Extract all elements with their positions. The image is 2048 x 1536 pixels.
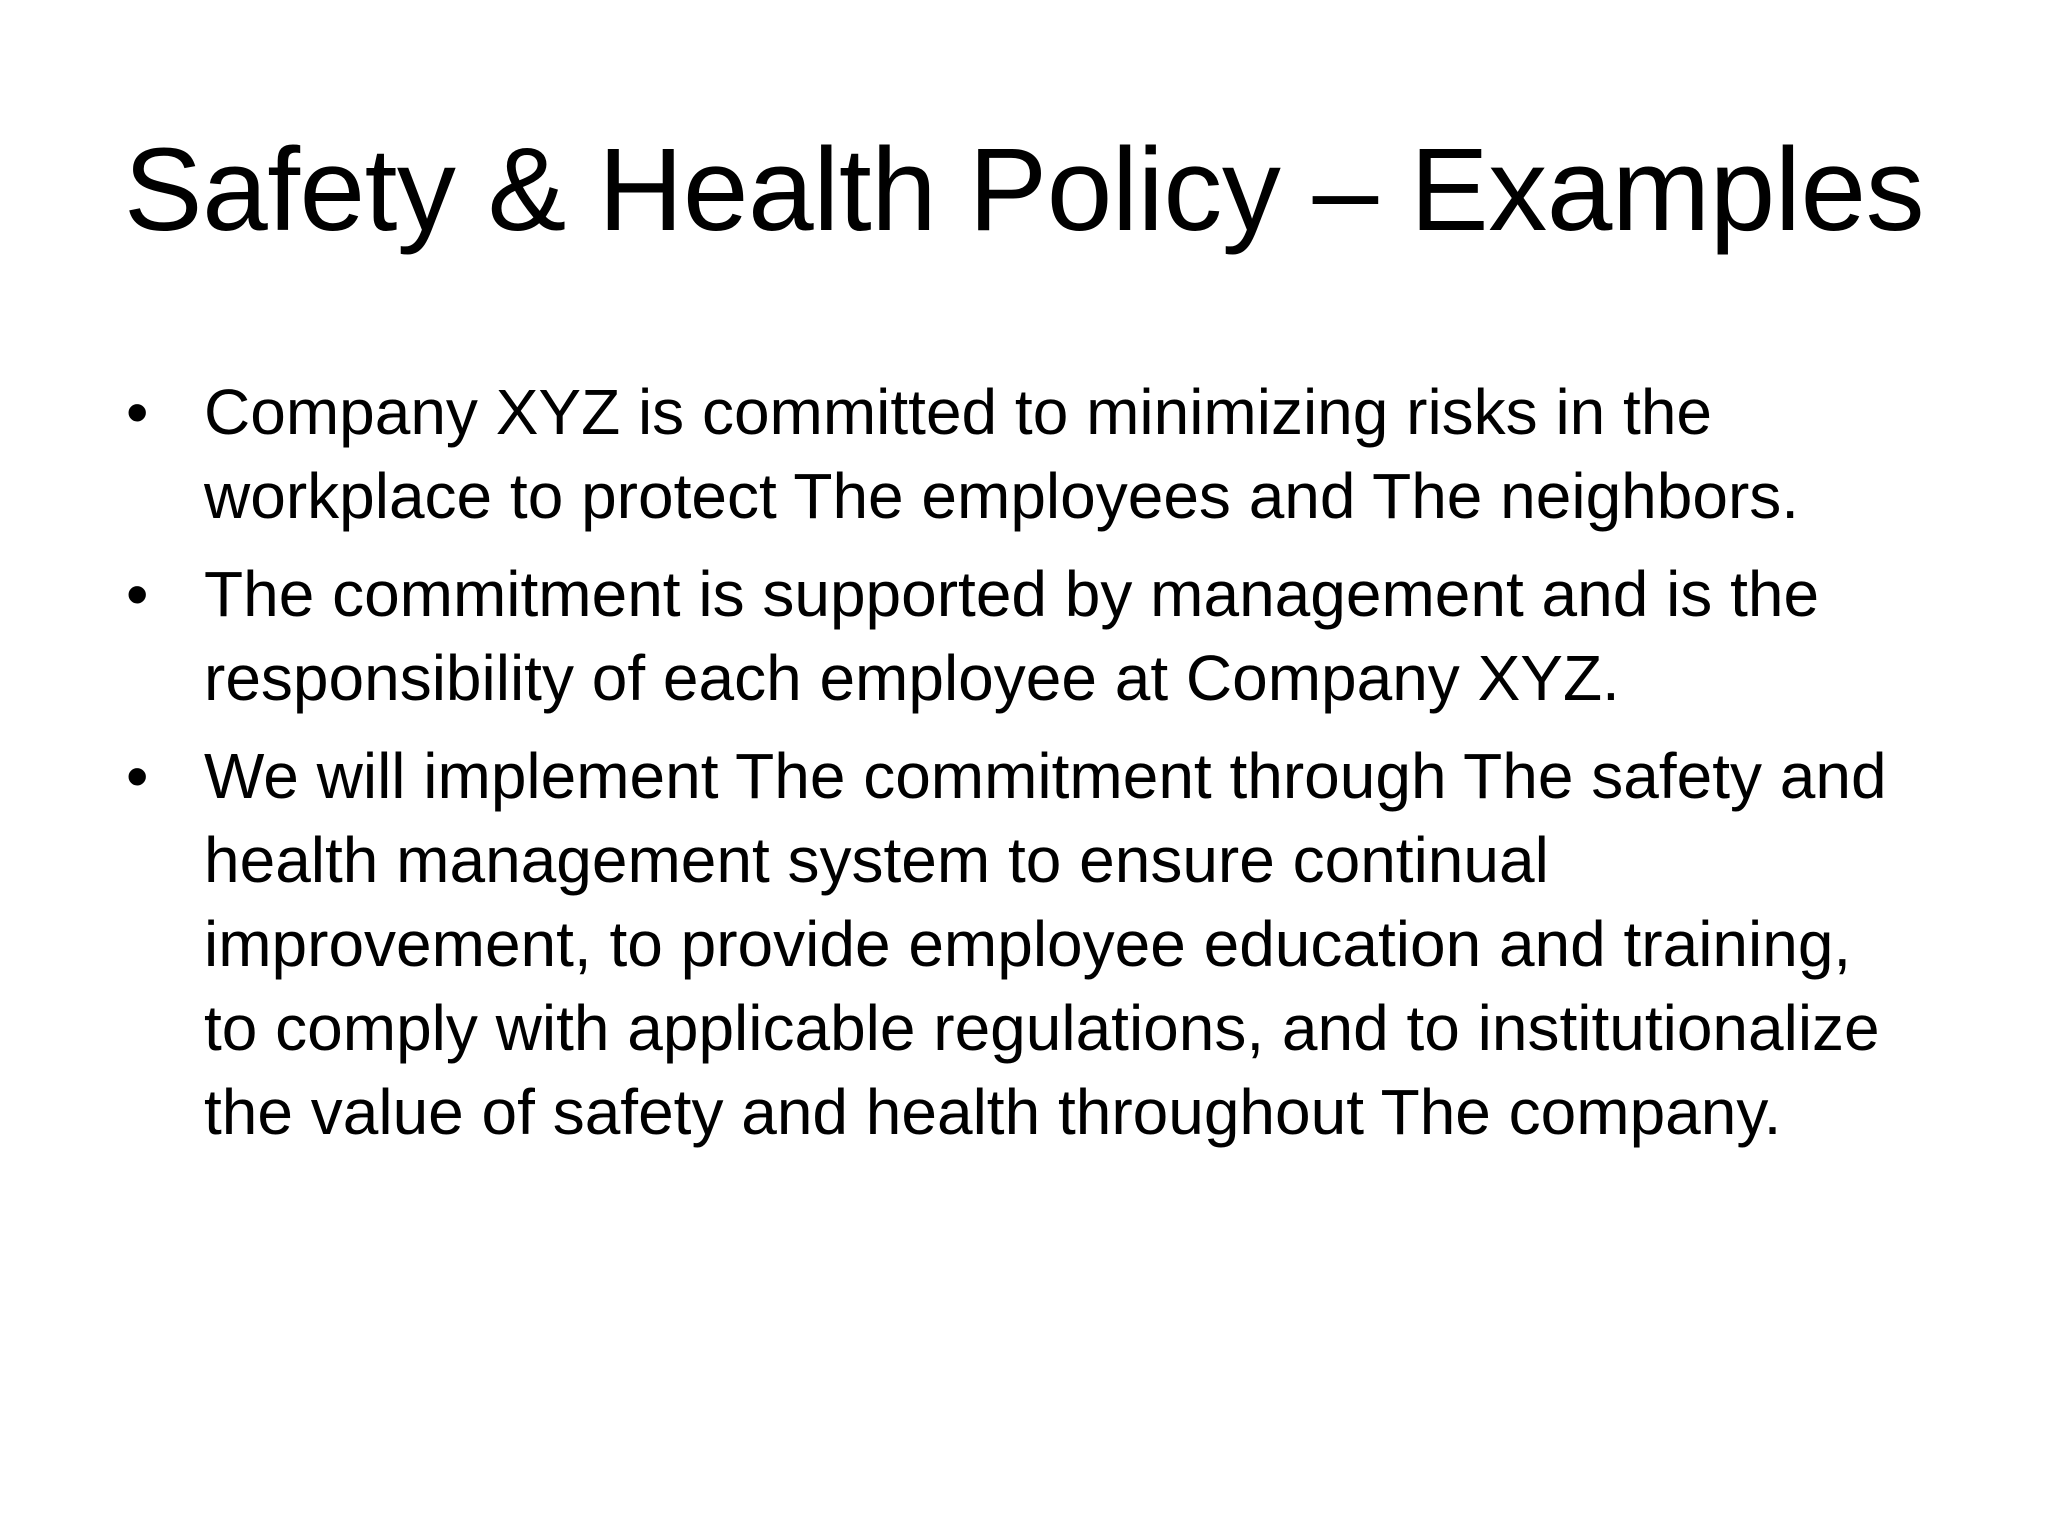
bullet-item bbox=[120, 370, 1910, 538]
bullet-text: We will implement The commitment through The safety and health management system to ensure continual improvement, to provide employee education and training, to comply with applicable regulations, and to institutionalize the value of safety and health throughout The company. bbox=[204, 740, 1887, 1148]
bullet-item bbox=[120, 734, 1910, 1154]
slide-title: Safety & Health Policy – Examples bbox=[123, 124, 1925, 256]
bullet-text: The commitment is supported by management and is the responsibility of each employee at Company XYZ. bbox=[204, 558, 1820, 714]
bullet-text: Company XYZ is committed to minimizing risks in the workplace to protect The employees and The neighbors. bbox=[204, 376, 1800, 532]
bullet-list bbox=[120, 370, 1910, 1168]
bullet-icon: • bbox=[126, 376, 149, 448]
bullet-icon: • bbox=[126, 740, 149, 812]
bullet-icon: • bbox=[126, 558, 149, 630]
bullet-item bbox=[120, 552, 1910, 720]
